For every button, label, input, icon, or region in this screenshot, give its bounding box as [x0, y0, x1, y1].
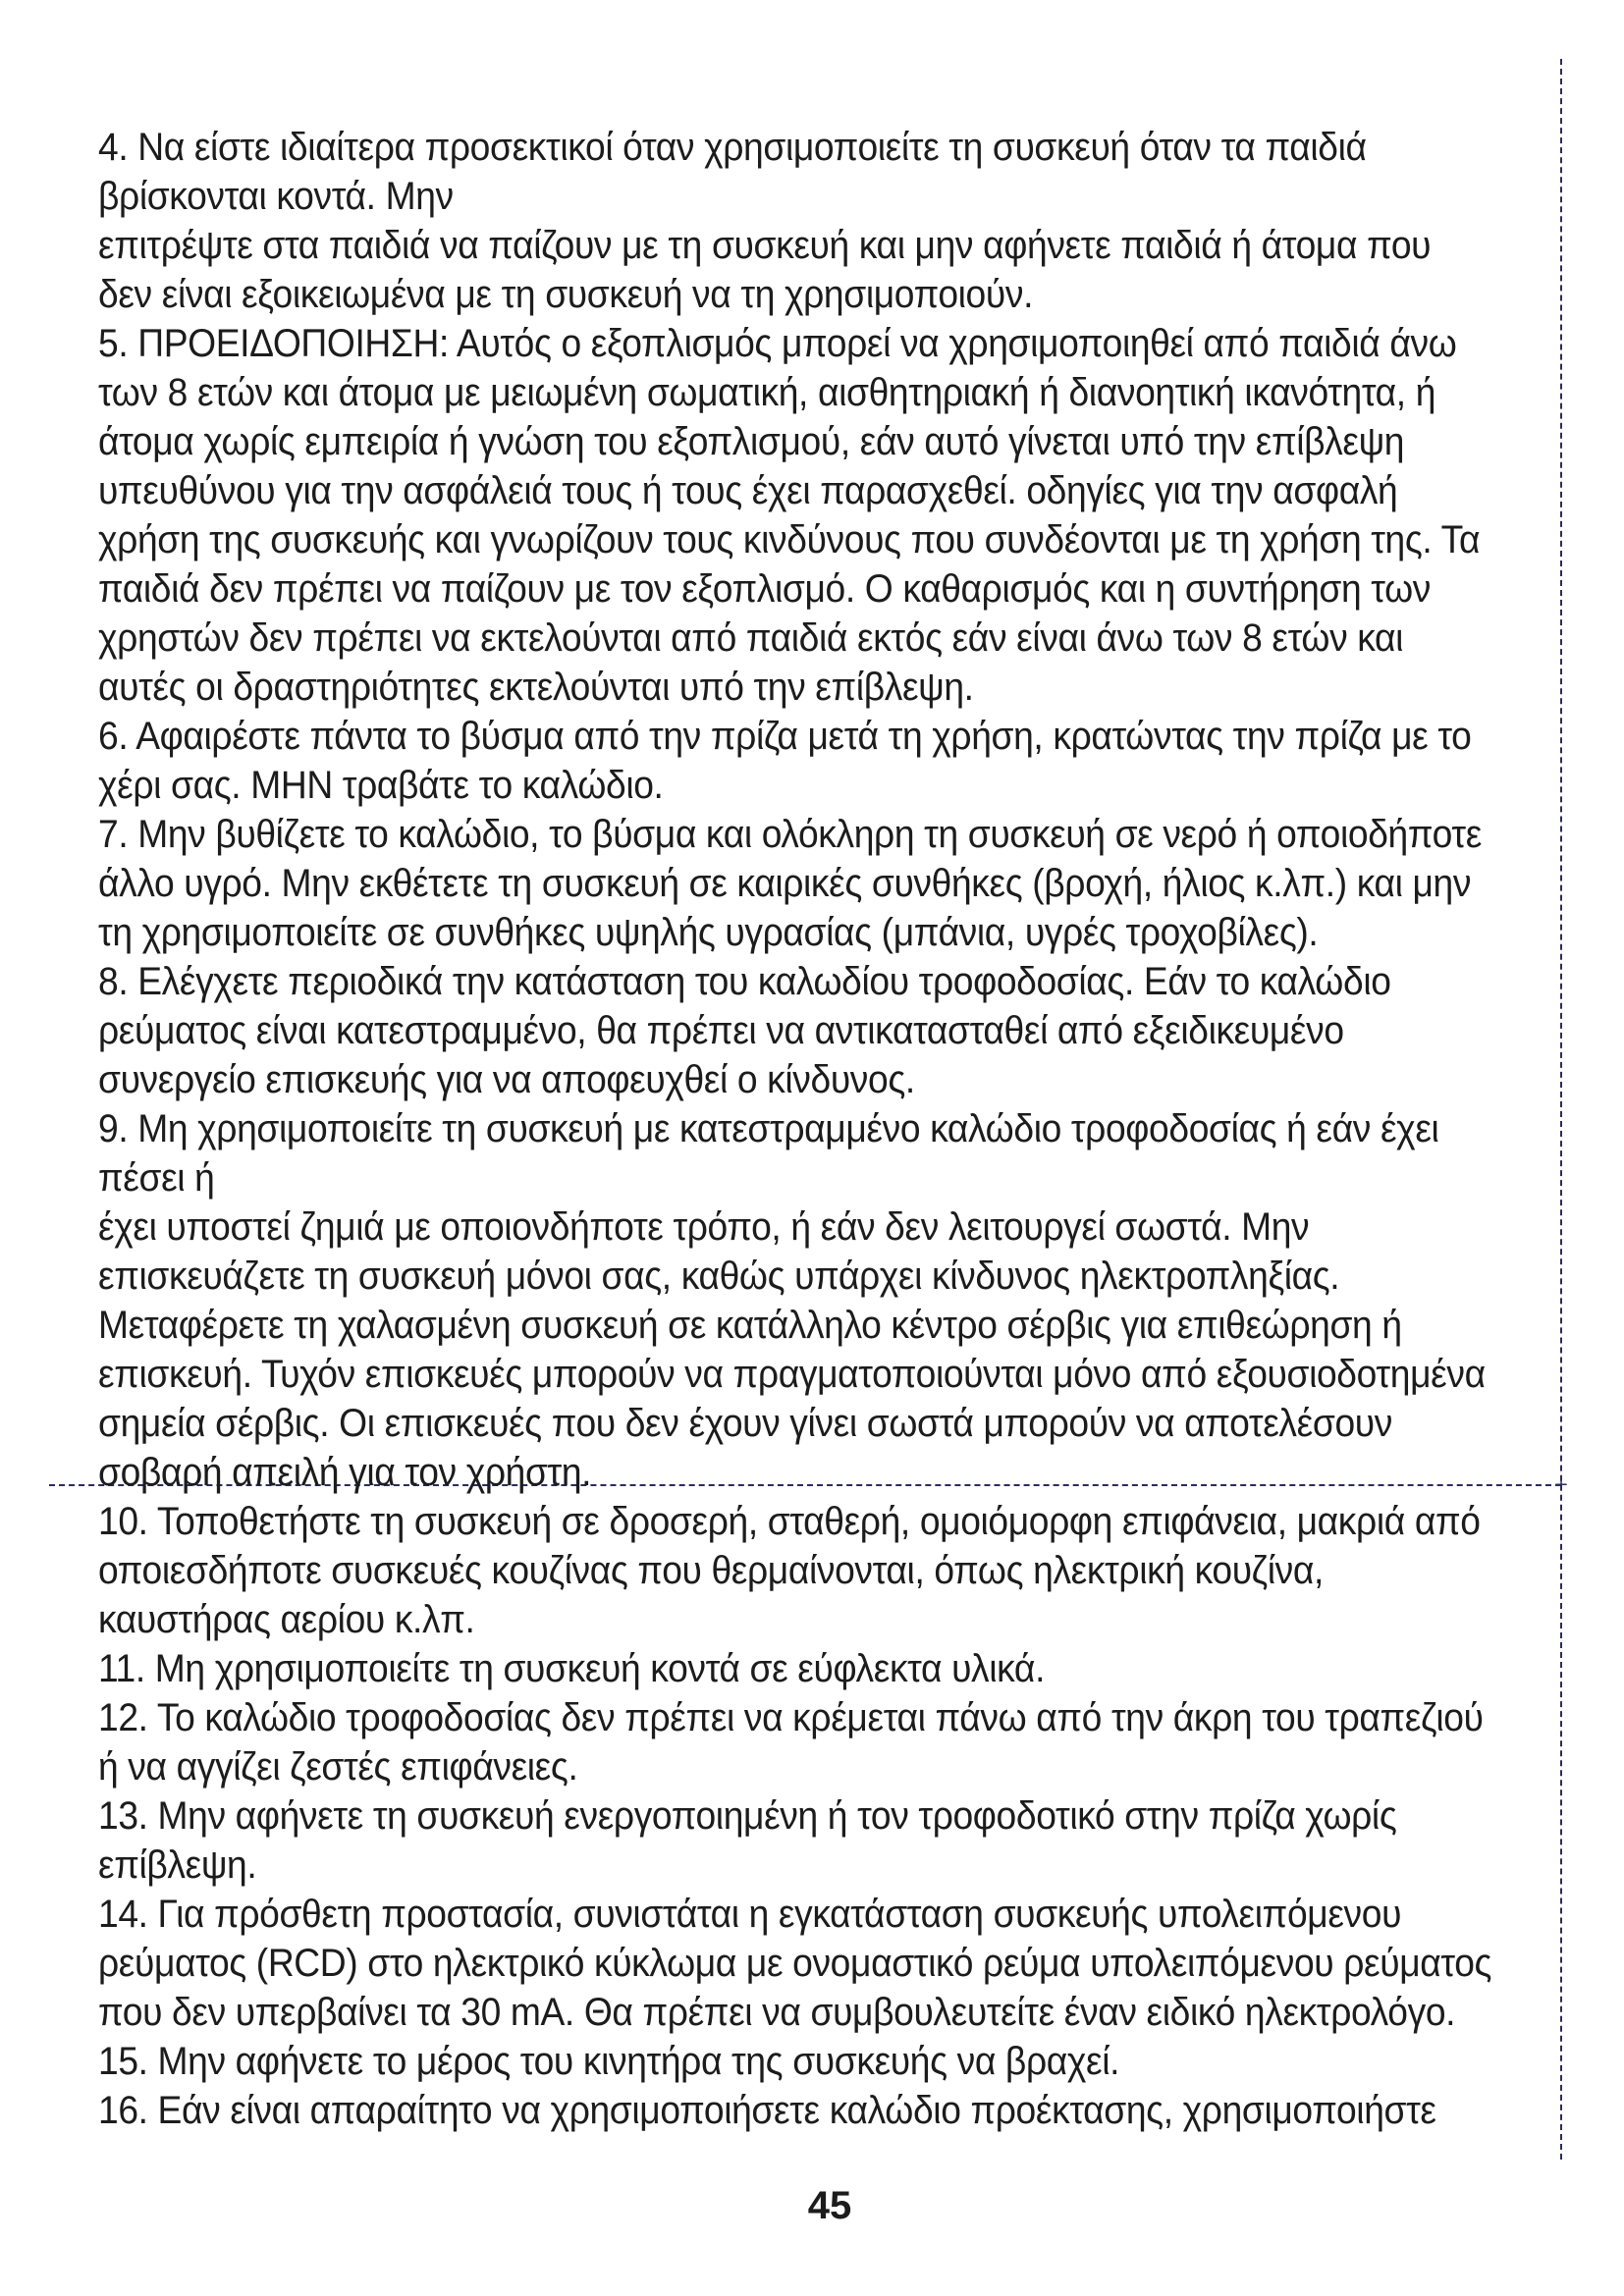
text-line: καυστήρας αερίου κ.λπ.: [98, 1598, 475, 1641]
guide-cross-mark: +: [1553, 1474, 1569, 1495]
text-line: επιτρέψτε στα παιδιά να παίζουν με τη συσκευή και μην αφήνετε παιδιά ή άτομα που: [98, 224, 1432, 267]
text-line: οποιεσδήποτε συσκευές κουζίνας που θερμαίνονται, όπως ηλεκτρική κουζίνα,: [98, 1549, 1324, 1592]
text-line: αυτές οι δραστηριότητες εκτελούνται υπό την επίβλεψη.: [98, 666, 974, 709]
text-line: έχει υποστεί ζημιά με οποιονδήποτε τρόπο, ή εάν δεν λειτουργεί σωστά. Μην: [98, 1205, 1310, 1249]
text-line: 10. Τοποθετήστε τη συσκευή σε δροσερή, σταθερή, ομοιόμορφη επιφάνεια, μακριά από: [98, 1500, 1481, 1543]
fold-guide-vertical: [1560, 59, 1562, 2160]
text-line: παιδιά δεν πρέπει να παίζουν με τον εξοπλισμό. Ο καθαρισμός και η συντήρηση των: [98, 567, 1431, 611]
text-line: χρήση της συσκευής και γνωρίζουν τους κινδύνους που συνδέονται με τη χρήση της. Τα: [98, 518, 1481, 561]
text-line: δεν είναι εξοικειωμένα με τη συσκευή να τη χρησιμοποιούν.: [98, 273, 1034, 316]
text-line: 16. Εάν είναι απαραίτητο να χρησιμοποιήσετε καλώδιο προέκτασης, χρησιμοποιήστε: [98, 2089, 1436, 2132]
text-line: που δεν υπερβαίνει τα 30 mA. Θα πρέπει να συμβουλευτείτε έναν ειδικό ηλεκτρολόγο.: [98, 1991, 1456, 2034]
text-line: άλλο υγρό. Μην εκθέτετε τη συσκευή σε καιρικές συνθήκες (βροχή, ήλιος κ.λπ.) και μην: [98, 862, 1472, 905]
text-line: άτομα χωρίς εμπειρία ή γνώση του εξοπλισμού, εάν αυτό γίνεται υπό την επίβλεψη: [98, 420, 1405, 463]
text-line: 9. Μη χρησιμοποιείτε τη συσκευή με κατεστραμμένο καλώδιο τροφοδοσίας ή εάν έχει: [98, 1107, 1439, 1150]
text-line: 4. Να είστε ιδιαίτερα προσεκτικοί όταν χρησιμοποιείτε τη συσκευή όταν τα παιδιά: [98, 126, 1367, 169]
text-line: επισκευάζετε τη συσκευή μόνοι σας, καθώς υπάρχει κίνδυνος ηλεκτροπληξίας.: [98, 1255, 1340, 1298]
text-line: ρεύματος είναι κατεστραμμένο, θα πρέπει να αντικατασταθεί από εξειδικευμένο: [98, 1009, 1344, 1052]
text-line: βρίσκονται κοντά. Μην: [98, 175, 454, 218]
text-line: 12. Το καλώδιο τροφοδοσίας δεν πρέπει να κρέμεται πάνω από την άκρη του τραπεζιού: [98, 1696, 1484, 1739]
text-line: 6. Αφαιρέστε πάντα το βύσμα από την πρίζα μετά τη χρήση, κρατώντας την πρίζα με το: [98, 715, 1472, 758]
text-line: υπευθύνου για την ασφάλειά τους ή τους έχει παρασχεθεί. οδηγίες για την ασφαλή: [98, 469, 1398, 512]
text-line: χέρι σας. ΜΗΝ τραβάτε το καλώδιο.: [98, 764, 664, 807]
text-line: σημεία σέρβις. Οι επισκευές που δεν έχουν γίνει σωστά μπορούν να αποτελέσουν: [98, 1402, 1392, 1445]
text-line: 15. Μην αφήνετε το μέρος του κινητήρα της συσκευής να βραχεί.: [98, 2040, 1120, 2083]
text-line: ρεύματος (RCD) στο ηλεκτρικό κύκλωμα με ονομαστικό ρεύμα υπολειπόμενου ρεύματος: [98, 1942, 1492, 1985]
text-line: τη χρησιμοποιείτε σε συνθήκες υψηλής υγρασίας (μπάνια, υγρές τροχοβίλες).: [98, 911, 1319, 954]
text-line: Μεταφέρετε τη χαλασμένη συσκευή σε κατάλληλο κέντρο σέρβις για επιθεώρηση ή: [98, 1304, 1402, 1347]
text-line: 5. ΠΡΟΕΙΔΟΠΟΙΗΣΗ: Αυτός ο εξοπλισμός μπορεί να χρησιμοποιηθεί από παιδιά άνω: [98, 322, 1457, 365]
text-line: των 8 ετών και άτομα με μειωμένη σωματική, αισθητηριακή ή διανοητική ικανότητα, ή: [98, 371, 1436, 414]
text-line: 8. Ελέγχετε περιοδικά την κατάσταση του καλωδίου τροφοδοσίας. Εάν το καλώδιο: [98, 960, 1391, 1003]
text-line: 14. Για πρόσθετη προστασία, συνιστάται η εγκατάσταση συσκευής υπολειπόμενου: [98, 1893, 1402, 1936]
page-number: 45: [807, 2184, 852, 2227]
text-line: επισκευή. Τυχόν επισκευές μπορούν να πραγματοποιούνται μόνο από εξουσιοδοτημένα: [98, 1353, 1486, 1396]
text-line: συνεργείο επισκευής για να αποφευχθεί ο κίνδυνος.: [98, 1058, 915, 1101]
text-line: πέσει ή: [98, 1156, 215, 1200]
text-line: επίβλεψη.: [98, 1843, 257, 1887]
text-line: 13. Μην αφήνετε τη συσκευή ενεργοποιημένη ή τον τροφοδοτικό στην πρίζα χωρίς: [98, 1794, 1397, 1838]
text-line: 11. Μη χρησιμοποιείτε τη συσκευή κοντά σε εύφλεκτα υλικά.: [98, 1647, 1046, 1690]
text-line: χρηστών δεν πρέπει να εκτελούνται από παιδιά εκτός εάν είναι άνω των 8 ετών και: [98, 616, 1404, 660]
text-line: 7. Μην βυθίζετε το καλώδιο, το βύσμα και ολόκληρη τη συσκευή σε νερό ή οποιοδήποτε: [98, 813, 1482, 856]
text-line: σοβαρή απειλή για τον χρήστη.: [98, 1451, 592, 1494]
text-line: ή να αγγίζει ζεστές επιφάνειες.: [98, 1745, 578, 1789]
safety-instructions-text: [98, 123, 1492, 2135]
